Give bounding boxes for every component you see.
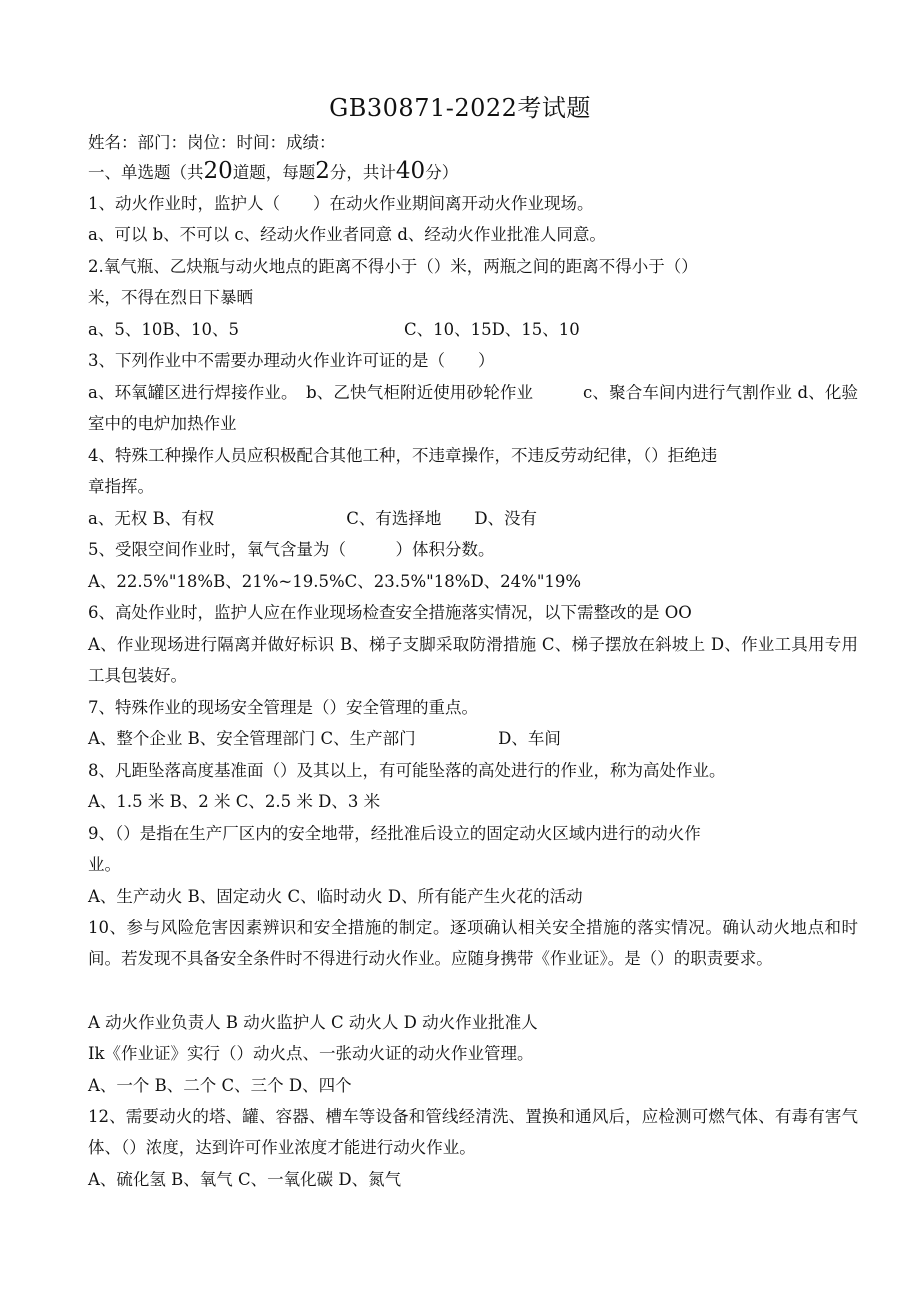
question-1: 1、动火作业时，监护人（ ）在动火作业期间离开动火作业现场。: [88, 194, 594, 213]
question-count: 20: [203, 158, 233, 184]
question-4-cont: 章指挥。: [88, 477, 154, 496]
question-12-options: A、硫化氢 B、氧气 C、一氧化碳 D、氮气: [88, 1170, 402, 1189]
question-2: 2.氧气瓶、乙炔瓶与动火地点的距离不得小于（）米，两瓶之间的距离不得小于（）: [88, 257, 698, 276]
question-9: 9、（）是指在生产厂区内的安全地带，经批准后设立的固定动火区域内进行的动火作: [88, 824, 701, 843]
question-9-options: A、生产动火 B、固定动火 C、临时动火 D、所有能产生火花的活动: [88, 887, 583, 906]
question-5: 5、受限空间作业时，氧气含量为（ ）体积分数。: [88, 540, 495, 559]
question-9-cont: 业。: [88, 855, 121, 874]
question-10-options: A 动火作业负责人 B 动火监护人 C 动火人 D 动火作业批准人: [88, 1013, 538, 1032]
header-info: 姓名：部门：岗位：时间：成绩：: [88, 133, 336, 152]
section-heading: [88, 156, 858, 188]
question-10: 10、参与风险危害因素辨识和安全措施的制定。逐项确认相关安全措施的落实情况。确认动火地点和时间。若发现不具备安全条件时不得进行动火作业。应随身携带《作业证》。是（）的职责要求。: [88, 918, 858, 969]
question-6: 6、高处作业时，监护人应在作业现场检查安全措施落实情况，以下需整改的是 OO: [88, 603, 692, 622]
points-per-question: 2: [315, 158, 330, 184]
question-4-options: a、无权 B、有权 C、有选择地 D、没有: [88, 509, 538, 528]
question-3-options: a、环氧罐区进行焊接作业。 b、乙快气柜附近使用砂轮作业 c、聚合车间内进行气割作业 d、化验室中的电炉加热作业: [88, 383, 858, 434]
question-1-options: a、可以 b、不可以 c、经动火作业者同意 d、经动火作业批准人同意。: [88, 225, 606, 244]
question-7: 7、特殊作业的现场安全管理是（）安全管理的重点。: [88, 698, 478, 717]
question-8: 8、凡距坠落高度基准面（）及其以上，有可能坠落的高处进行的作业，称为高处作业。: [88, 761, 726, 780]
question-11: Ik《作业证》实行（）动火点、一张动火证的动火作业管理。: [88, 1044, 534, 1063]
question-6-options: A、作业现场进行隔离并做好标识 B、梯子支脚采取防滑措施 C、梯子摆放在斜坡上 D、作业工具用专用工具包装好。: [88, 635, 858, 686]
question-2-cont: 米，不得在烈日下暴晒: [88, 288, 253, 307]
question-4: 4、特殊工种操作人员应积极配合其他工种，不违章操作，不违反劳动纪律，（）拒绝违: [88, 446, 718, 465]
question-2-options: a、5、10B、10、5 C、10、15D、15、10: [88, 320, 580, 339]
question-7-options: A、整个企业 B、安全管理部门 C、生产部门 D、车间: [88, 729, 561, 748]
section-suffix: 分）: [425, 163, 459, 182]
section-mid2: 分，共计: [329, 163, 396, 182]
total-points: 40: [395, 158, 426, 184]
question-12: 12、需要动火的塔、罐、容器、槽车等设备和管线经清洗、置换和通风后，应检测可燃气体、有毒有害气体、（）浓度，达到许可作业浓度才能进行动火作业。: [88, 1107, 858, 1158]
document-title: GB30871-2022考试题: [329, 94, 591, 122]
question-8-options: A、1.5 米 B、2 米 C、2.5 米 D、3 米: [88, 792, 381, 811]
section-mid1: 道题，每题: [232, 163, 316, 182]
question-3: 3、下列作业中不需要办理动火作业许可证的是（ ）: [88, 351, 495, 370]
question-11-options: A、一个 B、二个 C、三个 D、四个: [88, 1076, 352, 1095]
question-5-options: A、22.5%"18%B、21%~19.5%C、23.5%"18%D、24%"19%: [88, 572, 582, 591]
section-prefix: 一、单选题（共: [88, 163, 204, 182]
